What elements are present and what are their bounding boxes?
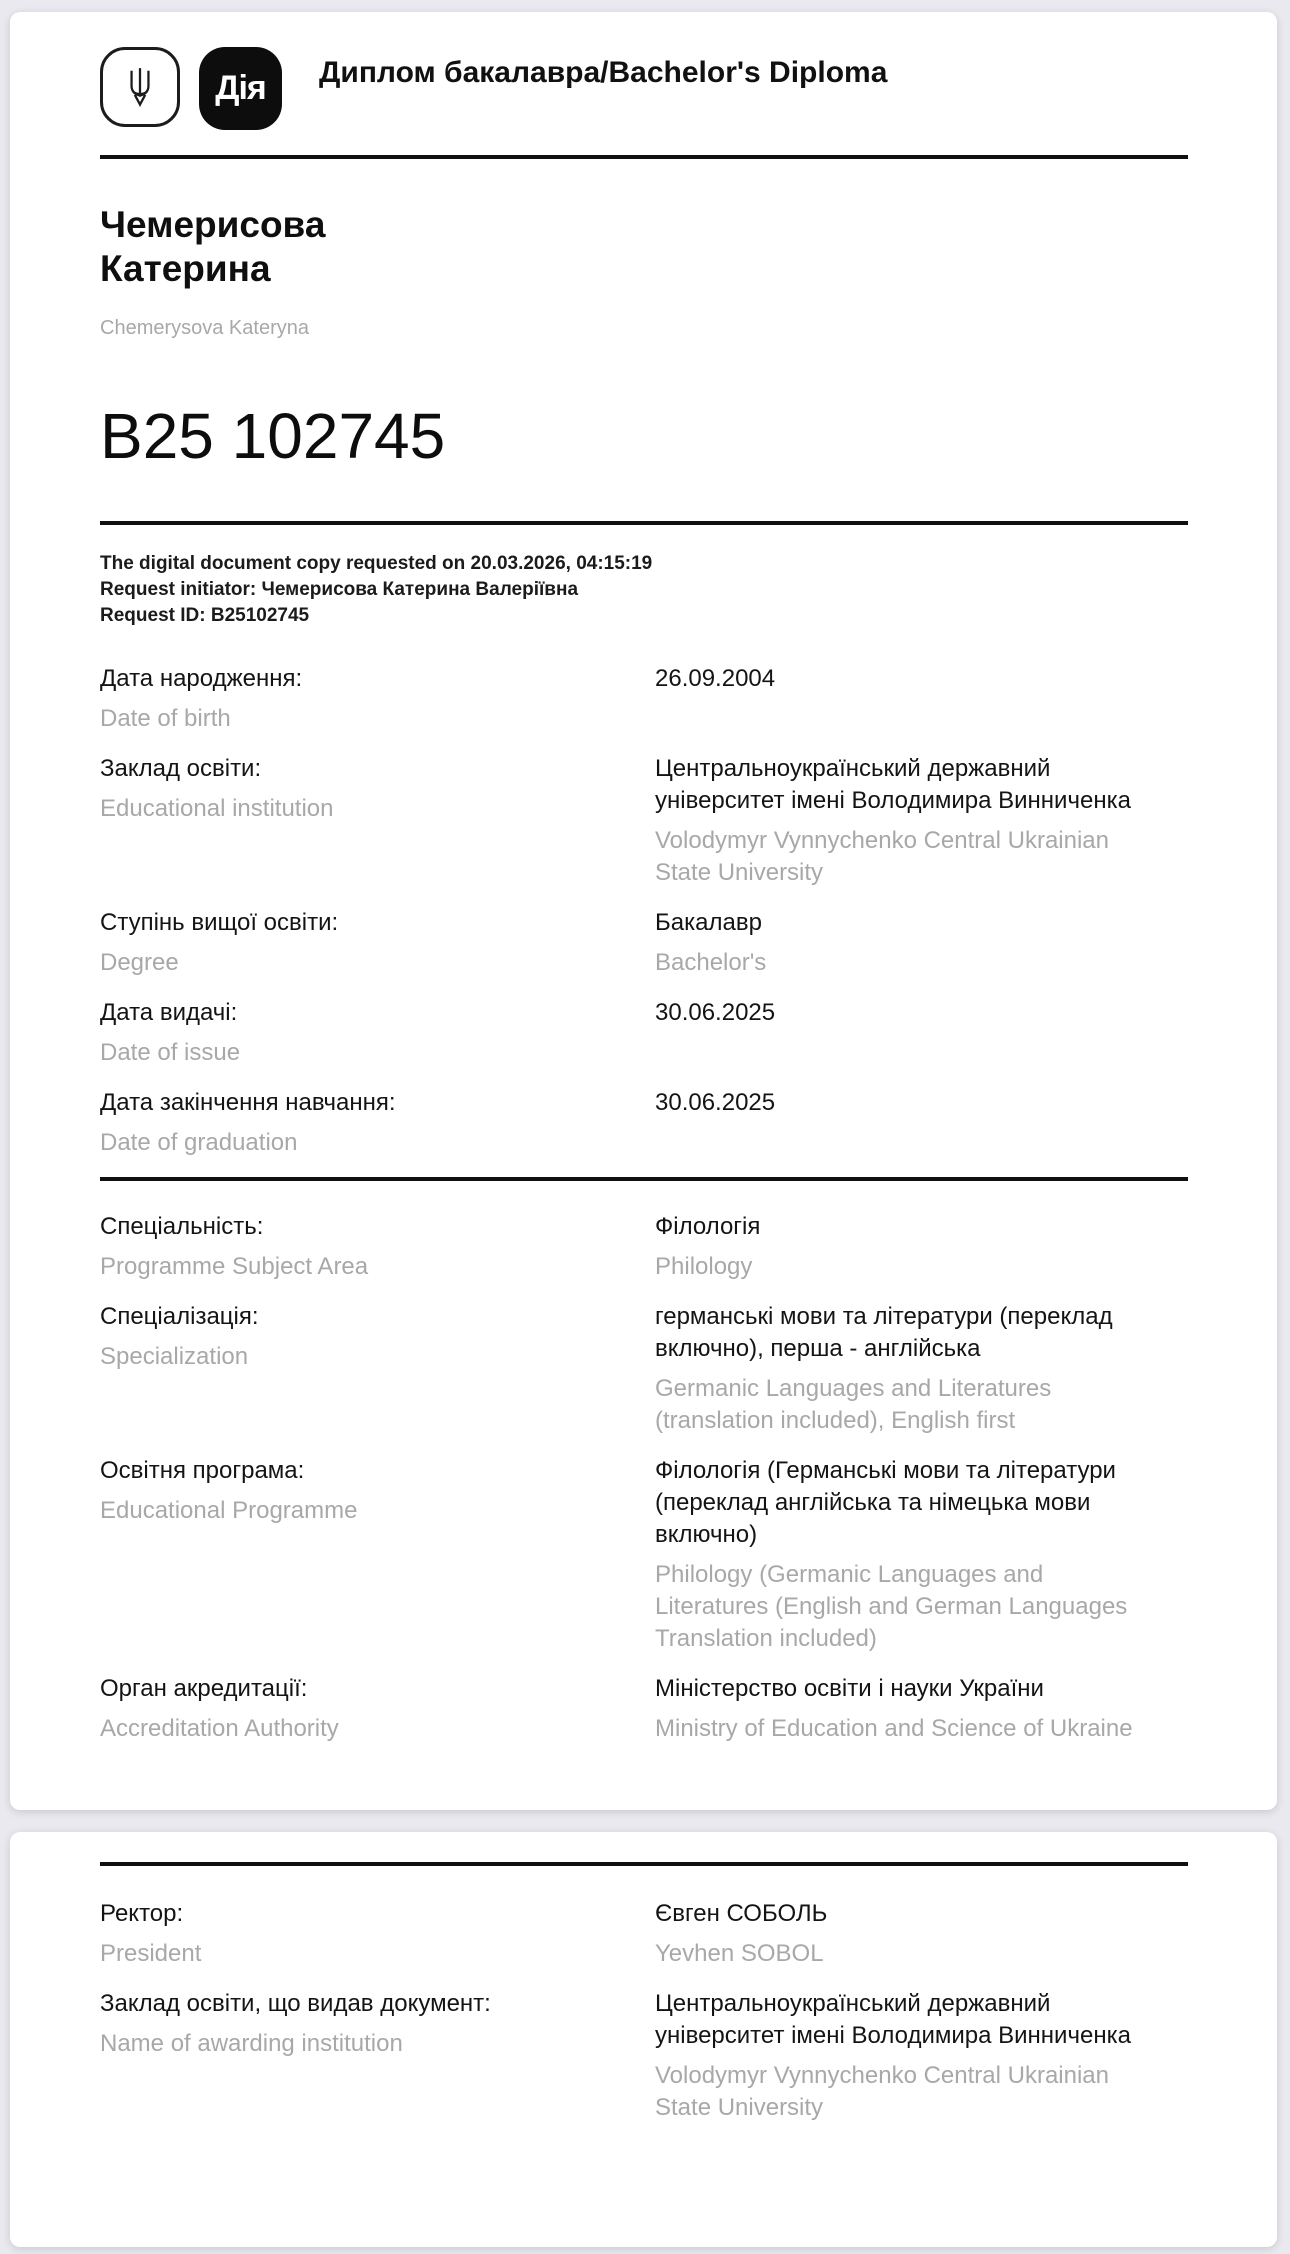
field-label-en: Date of birth [100,705,231,732]
field-value-en: Yevhen SOBOL [655,1940,824,1967]
request-info-line: The digital document copy requested on 20.03.2026, 04:15:19 [100,553,653,574]
field-value-en: Bachelor's [655,949,767,976]
field-value-en: Volodymyr Vynnychenko Central Ukrainian State University [655,2062,1109,2121]
request-info [100,551,1188,629]
field-label-en: Programme Subject Area [100,1253,369,1280]
field-value-uk: Філологія (Германські мови та літератури (переклад англійська та німецька мови включно) [655,1457,1116,1548]
field-value-uk: Бакалавр [655,909,762,936]
ukraine-trident-icon [100,47,180,127]
field-value-en: Ministry of Education and Science of Ukraine [655,1715,1133,1742]
field-label-en: Name of awarding institution [100,2030,403,2057]
page-title: Диплом бакалавра/Bachelor's Diploma [319,56,888,89]
field-label-en: Date of issue [100,1039,241,1066]
field-label-en: Degree [100,949,179,976]
field-row-degree [100,907,1188,979]
field-row-educational-programme [100,1455,1188,1655]
divider [100,155,1188,159]
field-row-date-of-issue [100,997,1188,1069]
field-value-en: Philology [655,1253,753,1280]
request-info-line: Request initiator: Чемерисова Катерина Валеріївна [100,579,579,600]
document-header [100,47,1188,130]
field-label-en: President [100,1940,202,1967]
diia-logo-text: Дія [215,69,266,107]
holder-name-translit: Chemerysova Kateryna [100,317,309,339]
field-label-uk: Заклад освіти, що видав документ: [100,1990,491,2017]
field-label-uk: Ступінь вищої освіти: [100,909,339,936]
fields-section-1 [100,663,1188,1159]
field-value-uk: Центральноукраїнський державний університет імені Володимира Винниченка [655,755,1131,814]
field-label-en: Date of graduation [100,1129,298,1156]
field-label-uk: Освітня програма: [100,1457,305,1484]
divider [100,1177,1188,1181]
field-row-awarding-institution [100,1988,1188,2124]
field-label-uk: Ректор: [100,1900,184,1927]
field-value-en: Volodymyr Vynnychenko Central Ukrainian State University [655,827,1109,886]
fields-section-2 [100,1211,1188,1745]
field-value-uk: Філологія [655,1213,761,1240]
field-label-uk: Орган акредитації: [100,1675,308,1702]
field-label-uk: Заклад освіти: [100,755,262,782]
field-value-uk: германські мови та літератури (переклад включно), перша - англійська [655,1303,1113,1362]
field-label-en: Educational Programme [100,1497,358,1524]
field-label-uk: Дата закінчення навчання: [100,1089,396,1116]
holder-surname: Чемерисова [100,204,326,245]
fields-section-3 [100,1898,1188,2124]
field-row-date-of-graduation [100,1087,1188,1159]
divider [100,521,1188,525]
divider [100,1862,1188,1866]
field-label-uk: Спеціалізація: [100,1303,259,1330]
field-label-en: Accreditation Authority [100,1715,339,1742]
field-value-uk: 26.09.2004 [655,665,776,692]
field-value-uk: 30.06.2025 [655,999,776,1026]
field-row-president [100,1898,1188,1970]
document-number: В25 102745 [100,400,446,472]
diia-logo [199,47,282,130]
field-row-specialization [100,1301,1188,1437]
field-value-en: Germanic Languages and Literatures (translation included), English first [655,1375,1052,1434]
field-value-uk: Центральноукраїнський державний університет імені Володимира Винниченка [655,1990,1131,2049]
field-row-date-of-birth [100,663,1188,735]
field-row-accreditation-authority [100,1673,1188,1745]
field-value-uk: 30.06.2025 [655,1089,776,1116]
field-label-en: Educational institution [100,795,334,822]
field-value-uk: Міністерство освіти і науки України [655,1675,1044,1702]
field-value-uk: Євген СОБОЛЬ [655,1900,828,1927]
diploma-card-main [10,12,1277,1810]
field-label-uk: Дата народження: [100,665,303,692]
field-row-programme-subject-area [100,1211,1188,1283]
holder-given-name: Катерина [100,248,271,289]
field-label-uk: Дата видачі: [100,999,238,1026]
field-row-educational-institution [100,753,1188,889]
holder-name [100,203,1188,291]
diploma-card-signatures [10,1832,1277,2247]
field-value-en: Philology (Germanic Languages and Literatures (English and German Languages Translation included) [655,1561,1128,1652]
field-label-en: Specialization [100,1343,249,1370]
field-label-uk: Спеціальність: [100,1213,264,1240]
request-info-line: Request ID: B25102745 [100,605,310,626]
